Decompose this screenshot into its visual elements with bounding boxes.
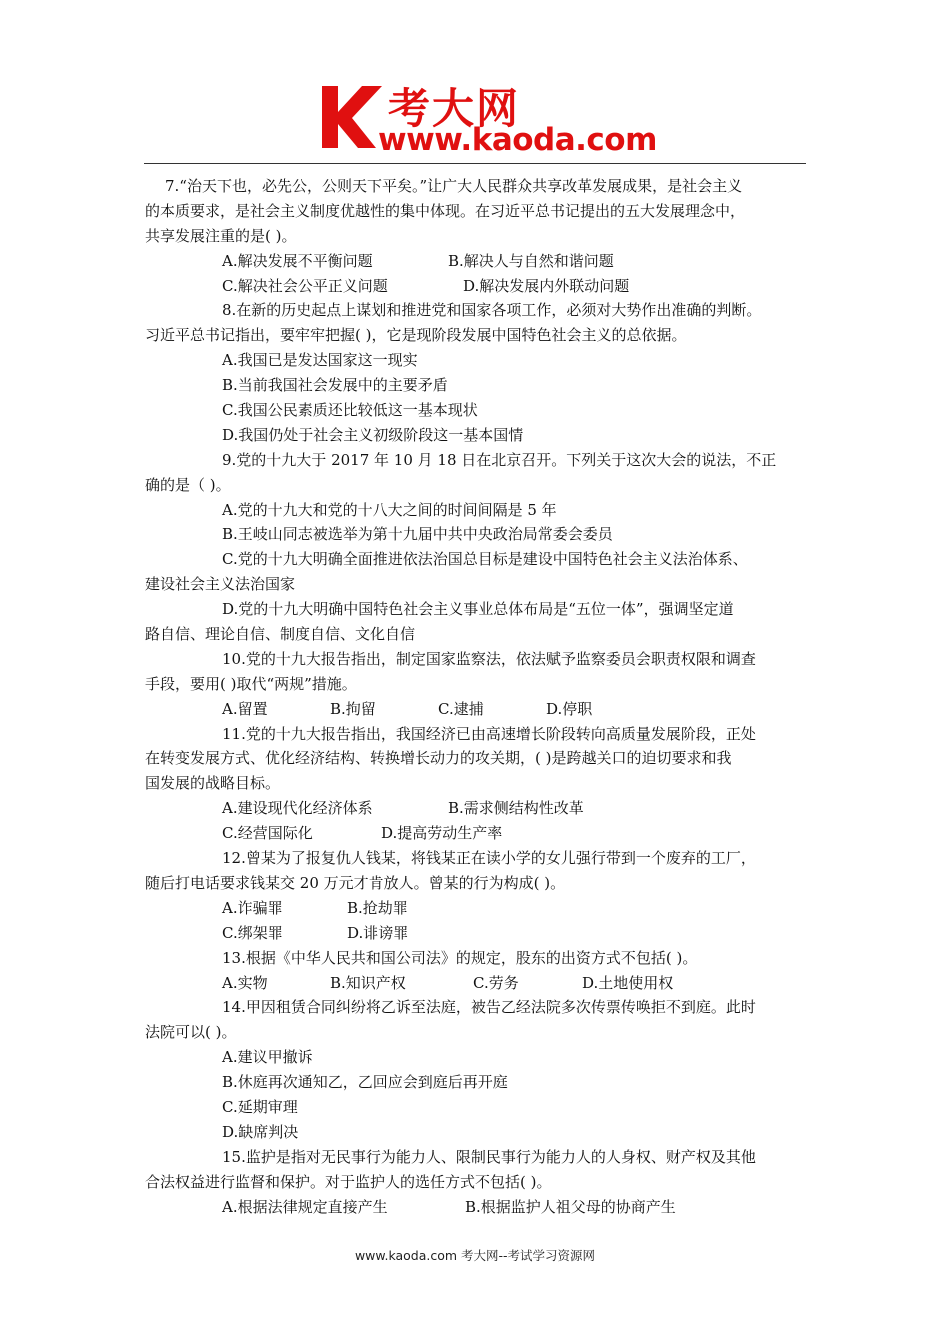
q12-options-row <box>145 921 809 946</box>
q12-option-c: C.绑架罪 <box>222 923 283 942</box>
q9-option-c-cont: 建设社会主义法治国家 <box>145 575 296 594</box>
q15-stem-line: 合法权益进行监督和保护。对于监护人的选任方式不包括( )。 <box>145 1172 552 1191</box>
q10-stem-line: 10.党的十九大报告指出，制定国家监察法，依法赋予监察委员会职责权限和调查 <box>222 649 756 668</box>
q7-options-row <box>145 249 809 274</box>
q9-option-b: B.王岐山同志被选举为第十九届中共中央政治局常委会委员 <box>222 525 613 544</box>
q15-stem-line: 15.监护是指对无民事行为能力人、限制民事行为能力人的人身权、财产权及其他 <box>222 1147 756 1166</box>
q11-options-row <box>145 821 809 846</box>
logo-chinese-text: 考大网 <box>388 84 521 133</box>
q11-option-d: D.提高劳动生产率 <box>381 824 503 843</box>
q12-options-row <box>145 896 809 921</box>
q8-option-a: A.我国已是发达国家这一现实 <box>222 351 418 370</box>
q14-stem-line: 法院可以( )。 <box>145 1023 237 1042</box>
q7-stem-line: 共享发展注重的是( )。 <box>145 226 297 245</box>
q11-stem-line: 在转变发展方式、优化经济结构、转换增长动力的攻关期，( )是跨越关口的迫切要求和我 <box>145 749 732 768</box>
q9-stem-line: 确的是（ )。 <box>145 475 231 494</box>
q11-stem-line: 国发展的战略目标。 <box>145 774 281 793</box>
q9-option-d: D.党的十九大明确中国特色社会主义事业总体布局是“五位一体”，强调坚定道 <box>222 600 734 619</box>
q10-option-a: A.留置 <box>222 699 268 718</box>
document-body <box>145 174 809 1219</box>
q11-options-row <box>145 796 809 821</box>
q11-option-b: B.需求侧结构性改革 <box>448 799 584 818</box>
q10-option-c: C.逮捕 <box>438 699 484 718</box>
q8-option-c: C.我国公民素质还比较低这一基本现状 <box>222 401 478 420</box>
logo-url-text: www.kaoda.com <box>378 122 657 158</box>
q10-option-d: D.停职 <box>546 699 593 718</box>
q8-option-d: D.我国仍处于社会主义初级阶段这一基本国情 <box>222 425 524 444</box>
q7-options-row <box>145 274 809 299</box>
q14-stem-line: 14.甲因租赁合同纠纷将乙诉至法庭，被告乙经法院多次传票传唤拒不到庭。此时 <box>222 998 756 1017</box>
q13-option-a: A.实物 <box>222 973 268 992</box>
q15-option-a: A.根据法律规定直接产生 <box>222 1197 388 1216</box>
q15-options-row <box>145 1195 809 1220</box>
q12-option-d: D.诽谤罪 <box>347 923 409 942</box>
q14-option-a: A.建议甲撤诉 <box>222 1048 313 1067</box>
q11-stem-line: 11.党的十九大报告指出，我国经济已由高速增长阶段转向高质量发展阶段，正处 <box>222 724 756 743</box>
q7-stem-line: 7.“治天下也，必先公，公则天下平矣。”让广大人民群众共享改革发展成果，是社会主义 <box>165 177 743 195</box>
q9-option-d-cont: 路自信、理论自信、制度自信、文化自信 <box>145 625 416 644</box>
q13-stem-line: 13.根据《中华人民共和国公司法》的规定，股东的出资方式不包括( )。 <box>222 948 698 967</box>
q7-option-a: A.解决发展不平衡问题 <box>222 251 373 270</box>
q10-options-row <box>145 697 809 722</box>
q9-stem-line: 9.党的十九大于 2017 年 10 月 18 日在北京召开。下列关于这次大会的说法，不正 <box>222 450 777 469</box>
q15-option-b: B.根据监护人祖父母的协商产生 <box>465 1197 676 1216</box>
q11-option-c: C.经营国际化 <box>222 824 313 843</box>
kaoda-logo <box>318 82 657 160</box>
q13-option-c: C.劳务 <box>473 973 519 992</box>
q12-stem-line: 12.曾某为了报复仇人钱某，将钱某正在读小学的女儿强行带到一个废弃的工厂， <box>222 849 756 868</box>
q8-stem-line: 8.在新的历史起点上谋划和推进党和国家各项工作，必须对大势作出准确的判断。 <box>222 301 762 320</box>
q12-option-b: B.抢劫罪 <box>347 898 408 917</box>
q14-option-c: C.延期审理 <box>222 1097 298 1116</box>
q8-stem-line: 习近平总书记指出，要牢牢把握( )，它是现阶段发展中国特色社会主义的总依据。 <box>145 326 687 345</box>
q7-option-c: C.解决社会公平正义问题 <box>222 276 388 295</box>
q9-option-c: C.党的十九大明确全面推进依法治国总目标是建设中国特色社会主义法治体系、 <box>222 550 748 569</box>
q10-option-b: B.拘留 <box>330 699 376 718</box>
q11-option-a: A.建设现代化经济体系 <box>222 799 373 818</box>
q7-stem-line: 的本质要求，是社会主义制度优越性的集中体现。在习近平总书记提出的五大发展理念中， <box>145 201 746 220</box>
q13-option-d: D.土地使用权 <box>582 973 674 992</box>
q10-stem-line: 手段，要用( )取代“两规”措施。 <box>145 674 357 693</box>
q14-option-b: B.休庭再次通知乙，乙回应会到庭后再开庭 <box>222 1073 508 1092</box>
q7-option-d: D.解决发展内外联动问题 <box>463 276 630 295</box>
page-footer: www.kaoda.com 考大网--考试学习资源网 <box>354 1248 596 1263</box>
q9-option-a: A.党的十九大和党的十八大之间的时间间隔是 5 年 <box>222 500 557 519</box>
q13-options-row <box>145 971 809 996</box>
q14-option-d: D.缺席判决 <box>222 1122 299 1141</box>
q12-stem-line: 随后打电话要求钱某交 20 万元才肯放人。曾某的行为构成( )。 <box>145 873 566 892</box>
header-divider <box>144 163 806 164</box>
q8-option-b: B.当前我国社会发展中的主要矛盾 <box>222 376 448 395</box>
q7-option-b: B.解决人与自然和谐问题 <box>448 251 614 270</box>
q12-option-a: A.诈骗罪 <box>222 898 283 917</box>
q13-option-b: B.知识产权 <box>330 973 406 992</box>
